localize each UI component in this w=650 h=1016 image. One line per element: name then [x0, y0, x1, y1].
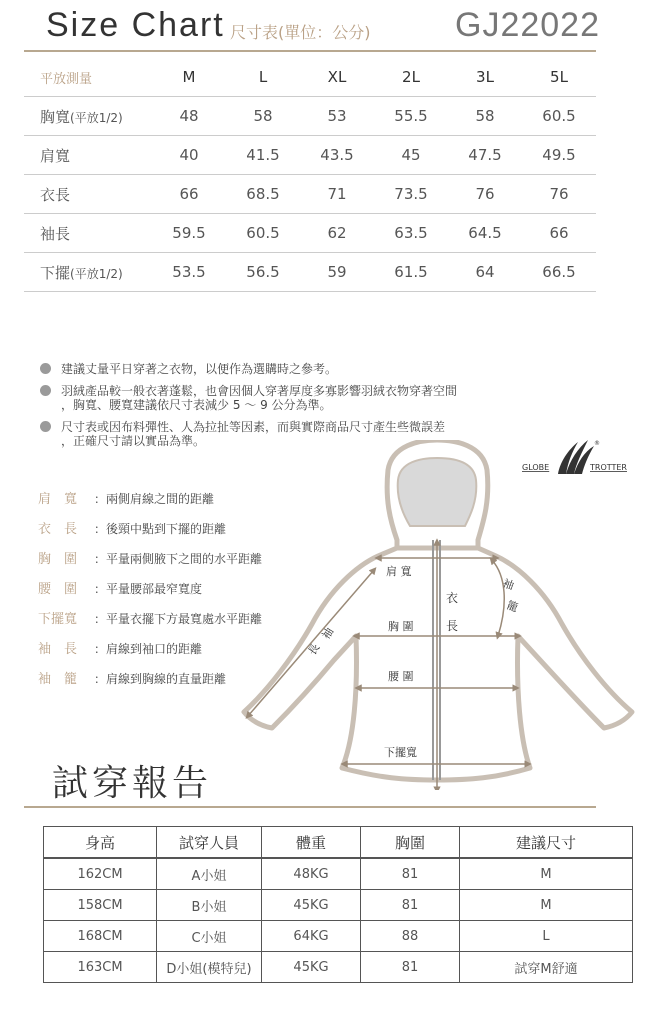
- table-cell: 88: [361, 921, 460, 952]
- report-divider: [24, 806, 596, 808]
- size-column-header: M: [152, 58, 226, 97]
- definition-item: [38, 638, 202, 657]
- bullet-icon: [40, 385, 51, 396]
- table-cell: 43.5: [300, 136, 374, 175]
- page-title: Size Chart: [46, 6, 225, 44]
- definition-text: ：兩側肩線之間的距離: [94, 492, 215, 506]
- definition-item: [38, 578, 202, 597]
- bullet-icon: [40, 363, 51, 374]
- registered-mark: ®: [594, 440, 600, 447]
- table-cell: 40: [152, 136, 226, 175]
- note-text: 尺寸表或因布料彈性、人為拉扯等因素，而與實際商品尺寸產生些微誤差: [61, 420, 446, 434]
- definition-text: ：肩線到袖口的距離: [94, 642, 203, 656]
- table-cell: 64.5: [448, 214, 522, 253]
- unit-subtitle: 尺寸表(單位：公分): [230, 23, 371, 42]
- table-cell: 60.5: [226, 214, 300, 253]
- length-label: 長: [446, 619, 459, 633]
- size-column-header: 2L: [374, 58, 448, 97]
- table-cell: L: [460, 921, 633, 952]
- table-row: [44, 890, 633, 921]
- size-column-header: L: [226, 58, 300, 97]
- row-label-text: 袖長: [40, 224, 71, 243]
- row-label-note: (平放1/2): [70, 110, 123, 125]
- report-title: 試穿報告: [52, 763, 213, 804]
- row-label: [24, 97, 152, 136]
- row-label: [24, 175, 152, 214]
- table-cell: 64KG: [262, 921, 361, 952]
- table-cell: 45KG: [262, 890, 361, 921]
- armhole-label: 籠: [504, 598, 520, 615]
- table-cell: D小姐(模特兒): [157, 952, 262, 983]
- report-header-row: [44, 827, 633, 859]
- table-cell: 73.5: [374, 175, 448, 214]
- table-cell: 45: [374, 136, 448, 175]
- row-label: [24, 214, 152, 253]
- bullet-icon: [40, 421, 51, 432]
- waist-label: 腰 圍: [388, 670, 414, 683]
- row-label-text: 衣長: [40, 185, 71, 204]
- hem-label: 下擺寬: [384, 746, 417, 759]
- header-divider: [24, 50, 596, 52]
- table-cell: 76: [448, 175, 522, 214]
- note-text-continued: ，正確尺寸請以實品為準。: [61, 434, 206, 448]
- definition-key: 胸 圍: [38, 552, 78, 567]
- definition-item: [38, 668, 226, 687]
- table-cell: 49.5: [522, 136, 596, 175]
- table-cell: 81: [361, 952, 460, 983]
- definition-text: ：平量衣擺下方最寬處水平距離: [94, 612, 263, 626]
- table-cell: 59: [300, 253, 374, 292]
- table-cell: 58: [448, 97, 522, 136]
- table-cell: 66: [152, 175, 226, 214]
- definition-key: 袖 籠: [38, 672, 78, 687]
- table-cell: 81: [361, 858, 460, 890]
- definition-item: [38, 488, 214, 507]
- definition-item: [38, 518, 226, 537]
- row-label-text: 下擺: [40, 263, 71, 282]
- row-label: [24, 136, 152, 175]
- table-row: [24, 136, 596, 175]
- chest-label: 胸 圍: [388, 620, 414, 633]
- table-cell: 71: [300, 175, 374, 214]
- table-cell: 試穿M舒適: [460, 952, 633, 983]
- table-cell: 158CM: [44, 890, 157, 921]
- definition-text: ：平量腰部最窄寬度: [94, 582, 203, 596]
- table-cell: C小姐: [157, 921, 262, 952]
- definition-key: 衣 長: [38, 522, 78, 537]
- table-cell: 66.5: [522, 253, 596, 292]
- table-cell: 47.5: [448, 136, 522, 175]
- definition-item: [38, 548, 262, 567]
- product-code: GJ22022: [455, 6, 600, 44]
- table-row: [24, 175, 596, 214]
- table-cell: 76: [522, 175, 596, 214]
- table-cell: 68.5: [226, 175, 300, 214]
- row-label-text: 肩寬: [40, 146, 71, 165]
- report-column-header: 體重: [262, 827, 361, 859]
- row-label-note: (平放1/2): [70, 266, 123, 281]
- table-row: [44, 952, 633, 983]
- length-label: 衣: [446, 591, 459, 605]
- definition-key: 肩 寬: [38, 492, 78, 507]
- report-column-header: 身高: [44, 827, 157, 859]
- table-row: [44, 858, 633, 890]
- table-row: [24, 253, 596, 292]
- table-cell: 66: [522, 214, 596, 253]
- table-cell: 61.5: [374, 253, 448, 292]
- table-cell: 64: [448, 253, 522, 292]
- table-cell: 45KG: [262, 952, 361, 983]
- table-cell: 53.5: [152, 253, 226, 292]
- size-table: [24, 58, 596, 292]
- sleeve-label: 袖: [319, 625, 337, 642]
- armhole-label: 袖: [500, 576, 516, 593]
- note-item: [40, 384, 457, 412]
- table-cell: 163CM: [44, 952, 157, 983]
- size-column-header: 3L: [448, 58, 522, 97]
- table-cell: 59.5: [152, 214, 226, 253]
- table-cell: M: [460, 890, 633, 921]
- table-row: [24, 97, 596, 136]
- table-cell: 41.5: [226, 136, 300, 175]
- definition-item: [38, 608, 262, 627]
- corner-label: 平放測量: [24, 58, 152, 97]
- definition-key: 袖 長: [38, 642, 78, 657]
- report-column-header: 試穿人員: [157, 827, 262, 859]
- size-column-header: 5L: [522, 58, 596, 97]
- table-cell: M: [460, 858, 633, 890]
- logo-text-left: GLOBE: [522, 463, 550, 472]
- table-cell: 48: [152, 97, 226, 136]
- definition-text: ：後頸中點到下擺的距離: [94, 522, 227, 536]
- sleeve-label: 長: [305, 641, 323, 658]
- logo-text-right: TROTTER: [590, 463, 627, 472]
- row-label: [24, 253, 152, 292]
- size-table-header: [24, 58, 596, 97]
- note-text-continued: ，胸寬、腰寬建議依尺寸表減少 5 ～ 9 公分為準。: [61, 398, 332, 412]
- table-cell: 60.5: [522, 97, 596, 136]
- note-item: [40, 362, 337, 376]
- table-cell: 56.5: [226, 253, 300, 292]
- report-column-header: 建議尺寸: [460, 827, 633, 859]
- note-text: 建議丈量平日穿著之衣物，以便作為選購時之參考。: [61, 362, 338, 376]
- table-cell: 63.5: [374, 214, 448, 253]
- table-cell: 53: [300, 97, 374, 136]
- table-cell: 58: [226, 97, 300, 136]
- definition-key: 下擺寬: [38, 612, 78, 627]
- jacket-measurement-diagram: [230, 440, 640, 790]
- table-cell: 62: [300, 214, 374, 253]
- note-text: 羽絨產品較一般衣著蓬鬆，也會因個人穿著厚度多寡影響羽絨衣物穿著空間: [61, 384, 458, 398]
- table-cell: 168CM: [44, 921, 157, 952]
- table-cell: B小姐: [157, 890, 262, 921]
- table-row: [24, 214, 596, 253]
- fitting-report-table: [43, 826, 633, 983]
- table-row: [44, 921, 633, 952]
- definition-key: 腰 圍: [38, 582, 78, 597]
- jacket-body: [244, 548, 632, 780]
- size-column-header: XL: [300, 58, 374, 97]
- row-label-text: 胸寬: [40, 107, 71, 126]
- table-cell: 81: [361, 890, 460, 921]
- definition-text: ：平量兩側腋下之間的水平距離: [94, 552, 263, 566]
- table-cell: 162CM: [44, 858, 157, 890]
- report-column-header: 胸圍: [361, 827, 460, 859]
- hood-opening: [398, 458, 477, 526]
- shoulder-label: 肩 寬: [386, 565, 412, 578]
- table-cell: 55.5: [374, 97, 448, 136]
- table-cell: A小姐: [157, 858, 262, 890]
- table-cell: 48KG: [262, 858, 361, 890]
- definition-text: ：肩線到胸線的直量距離: [94, 672, 227, 686]
